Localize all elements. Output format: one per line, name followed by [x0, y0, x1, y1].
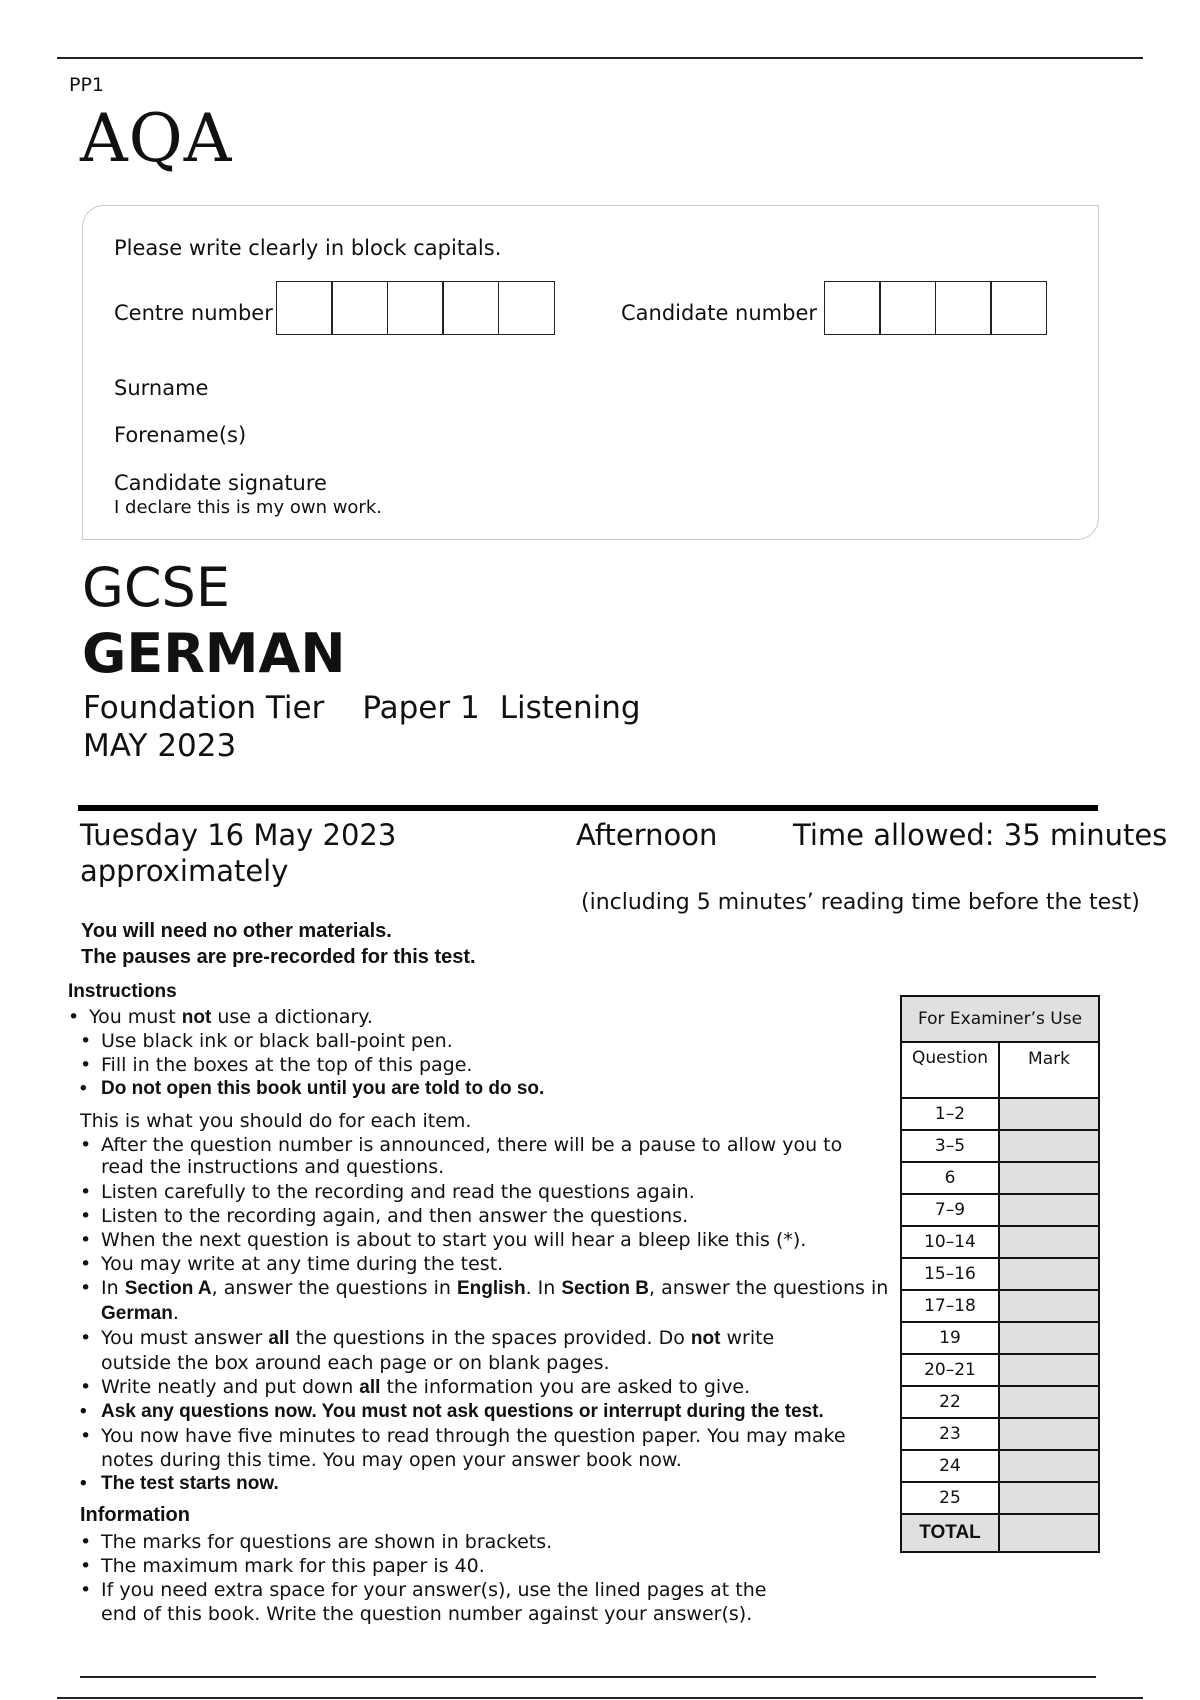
- signature-label: Candidate signature: [114, 471, 327, 495]
- instructions-list-2: [78, 1029, 898, 1101]
- bottom-rule-outer: [57, 1697, 1143, 1699]
- instruction-item: • Fill in the boxes at the top of this page.: [78, 1053, 898, 1077]
- examiner-use-table: [900, 995, 1100, 1553]
- table-row: 7–9: [901, 1194, 1099, 1226]
- centre-number-box[interactable]: [276, 281, 333, 335]
- paper-label: Paper 1: [362, 690, 480, 726]
- examiner-table-title: For Examiner’s Use: [901, 996, 1099, 1042]
- subject-title: GERMAN: [82, 622, 346, 685]
- step-item: • When the next question is about to start you will hear a bleep like this (*).: [78, 1228, 893, 1252]
- thick-rule: [78, 805, 1098, 811]
- pauses-note: The pauses are pre-recorded for this test.: [81, 946, 476, 968]
- table-row: 1–2: [901, 1098, 1099, 1130]
- tier-label: Foundation Tier: [83, 690, 325, 726]
- info-item: • If you need extra space for your answer(s), use the lined pages at the end of this book. Write the question number against your answer(s).: [78, 1578, 781, 1626]
- mark-cell[interactable]: [999, 1386, 1099, 1418]
- reading-time-note: (including 5 minutes’ reading time before the test): [581, 890, 1140, 915]
- each-item-intro: This is what you should do for each item.: [80, 1110, 472, 1132]
- step-item: • You now have five minutes to read through the question paper. You may make notes during this time. You may open your answer book now.: [78, 1424, 851, 1472]
- mark-cell[interactable]: [999, 1258, 1099, 1290]
- information-heading: Information: [80, 1504, 190, 1526]
- centre-number-box[interactable]: [442, 281, 499, 335]
- instruction-item: • Use black ink or black ball-point pen.: [78, 1029, 898, 1053]
- centre-number-boxes[interactable]: [277, 281, 555, 335]
- candidate-number-box[interactable]: [879, 281, 936, 335]
- materials-note: You will need no other materials.: [81, 920, 392, 942]
- declaration-text: I declare this is my own work.: [114, 497, 382, 518]
- step-item: • Ask any questions now. You must not ask questions or interrupt during the test.: [78, 1400, 893, 1424]
- candidate-number-box[interactable]: [990, 281, 1047, 335]
- candidate-number-boxes[interactable]: [825, 281, 1047, 335]
- mark-cell[interactable]: [999, 1226, 1099, 1258]
- forename-label: Forename(s): [114, 423, 247, 447]
- centre-number-box[interactable]: [498, 281, 555, 335]
- time-allowed: Time allowed: 35 minutes: [793, 818, 1168, 852]
- instructions-heading: Instructions: [68, 981, 177, 1002]
- candidate-number-label: Candidate number: [621, 301, 817, 325]
- table-row: 19: [901, 1322, 1099, 1354]
- top-rule: [57, 57, 1143, 59]
- step-item: • You must answer all the questions in the spaces provided. Do not write outside the box around each page or on blank pages.: [78, 1326, 841, 1375]
- table-row: 10–14: [901, 1226, 1099, 1258]
- mark-cell[interactable]: [999, 1322, 1099, 1354]
- steps-list: [78, 1134, 893, 1496]
- exam-date: Tuesday 16 May 2023: [80, 818, 397, 852]
- exam-series: MAY 2023: [83, 728, 237, 764]
- mark-cell[interactable]: [999, 1482, 1099, 1514]
- bottom-rule-inner: [80, 1676, 1096, 1678]
- instruction-item: • Do not open this book until you are told to do so.: [78, 1077, 898, 1101]
- instruction-item: • You must not use a dictionary.: [66, 1005, 886, 1030]
- info-item: • The marks for questions are shown in brackets.: [78, 1530, 798, 1554]
- step-item: • After the question number is announced, there will be a pause to allow you to read the instructions and questions.: [78, 1134, 871, 1178]
- candidate-number-box[interactable]: [935, 281, 992, 335]
- table-row: 22: [901, 1386, 1099, 1418]
- table-row: 17–18: [901, 1290, 1099, 1322]
- qualification-level: GCSE: [82, 556, 230, 619]
- total-mark-cell[interactable]: [999, 1514, 1099, 1552]
- step-item: • The test starts now.: [78, 1472, 893, 1496]
- mark-cell[interactable]: [999, 1418, 1099, 1450]
- block-capitals-instruction: Please write clearly in block capitals.: [114, 236, 502, 260]
- surname-label: Surname: [114, 376, 209, 400]
- mark-cell[interactable]: [999, 1162, 1099, 1194]
- mark-cell[interactable]: [999, 1450, 1099, 1482]
- centre-number-box[interactable]: [387, 281, 444, 335]
- table-row: 25: [901, 1482, 1099, 1514]
- mark-column-header: Mark: [999, 1042, 1099, 1098]
- question-column-header: Question: [901, 1042, 999, 1098]
- mark-cell[interactable]: [999, 1354, 1099, 1386]
- mark-cell[interactable]: [999, 1290, 1099, 1322]
- step-item: • Listen to the recording again, and then answer the questions.: [78, 1204, 893, 1228]
- table-row: 15–16: [901, 1258, 1099, 1290]
- table-row: 3–5: [901, 1130, 1099, 1162]
- exam-session: Afternoon: [576, 818, 718, 852]
- step-item: • In Section A, answer the questions in English. In Section B, answer the questions in German.: [78, 1276, 893, 1326]
- component-label: Listening: [499, 690, 641, 726]
- step-item: • Write neatly and put down all the information you are asked to give.: [78, 1375, 893, 1400]
- total-label: TOTAL: [901, 1514, 999, 1552]
- paper-code: PP1: [69, 74, 105, 96]
- total-row: [901, 1514, 1099, 1552]
- aqa-logo: AQA: [80, 100, 233, 177]
- table-row: 6: [901, 1162, 1099, 1194]
- mark-cell[interactable]: [999, 1098, 1099, 1130]
- table-row: 23: [901, 1418, 1099, 1450]
- step-item: • You may write at any time during the test.: [78, 1252, 893, 1276]
- time-approx: approximately: [80, 854, 289, 888]
- instructions-list: [66, 1005, 886, 1030]
- mark-cell[interactable]: [999, 1194, 1099, 1226]
- table-row: 24: [901, 1450, 1099, 1482]
- information-list: [78, 1530, 798, 1626]
- paper-details: [83, 690, 641, 726]
- candidate-number-box[interactable]: [824, 281, 881, 335]
- info-item: • The maximum mark for this paper is 40.: [78, 1554, 798, 1578]
- mark-cell[interactable]: [999, 1130, 1099, 1162]
- centre-number-label: Centre number: [114, 301, 273, 325]
- table-row: 20–21: [901, 1354, 1099, 1386]
- step-item: • Listen carefully to the recording and read the questions again.: [78, 1180, 893, 1204]
- centre-number-box[interactable]: [331, 281, 388, 335]
